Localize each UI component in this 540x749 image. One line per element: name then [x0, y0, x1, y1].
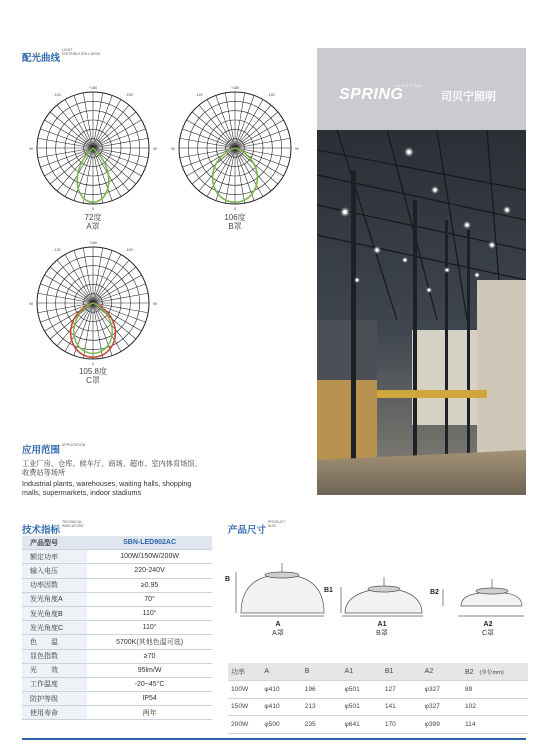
spec-key: 色 温 — [22, 635, 87, 649]
size-cell: 235 — [302, 716, 342, 734]
spec-value: -20~45°C — [87, 677, 212, 691]
size-heading — [228, 520, 266, 538]
dim-label-a2: A2 — [483, 621, 493, 628]
spec-row — [22, 592, 212, 606]
size-cell: φ327 — [422, 681, 462, 699]
size-header-label: B2 — [464, 668, 474, 676]
subtitle-line: LIGHT — [62, 48, 73, 52]
spec-value: 95lm/W — [87, 663, 212, 677]
polar-tick-label: -120 — [195, 93, 203, 97]
spec-row — [22, 663, 212, 677]
size-cell: 213 — [302, 698, 342, 716]
warehouse-photo — [317, 130, 526, 495]
spec-row — [22, 635, 212, 649]
size-cell: 150W — [228, 698, 261, 716]
size-cell: φ399 — [422, 716, 462, 734]
size-header-row — [228, 663, 528, 681]
spec-value: 70° — [87, 592, 212, 606]
polar-tick-label: 90 — [29, 147, 33, 151]
size-cell: 89 — [462, 681, 528, 699]
light-distribution-subtitle — [62, 49, 100, 57]
size-cell: 170 — [382, 716, 422, 734]
polar-cover-label: C罩 — [86, 376, 100, 385]
polar-caption-b — [200, 213, 270, 231]
size-row — [228, 681, 528, 699]
spec-key: 发光角度B — [22, 606, 87, 620]
cover-label: A罩 — [272, 629, 284, 637]
size-title: 产品尺寸 — [228, 525, 267, 536]
polar-chart-c — [28, 233, 158, 368]
size-cell: 200W — [228, 716, 261, 734]
spec-row — [22, 706, 212, 720]
size-cell: 127 — [382, 681, 422, 699]
subtitle-line: PRODUCT — [268, 520, 286, 524]
size-cell: 196 — [302, 681, 342, 699]
polar-tick-label: +180 — [88, 86, 98, 90]
brand-name-cn: 司贝宁照明 — [441, 91, 496, 103]
spec-value: 110° — [87, 606, 212, 620]
product-size-diagrams — [224, 560, 532, 620]
spec-key: 使用寿命 — [22, 706, 87, 720]
subtitle-line: INDICATORS — [62, 523, 84, 528]
subtitle-line: DISTRIBUTION CURVE — [62, 51, 101, 56]
tech-title: 技术指标 — [22, 525, 61, 536]
size-header-cell — [462, 663, 528, 681]
spec-row — [22, 536, 212, 550]
dim-label-a: A — [275, 621, 281, 628]
spec-row — [22, 550, 212, 564]
cover-label: B罩 — [376, 629, 388, 637]
size-cell: 114 — [462, 716, 528, 734]
spec-key: 发光角度A — [22, 592, 87, 606]
polar-caption-c — [58, 367, 128, 385]
polar-tick-label: -120 — [53, 93, 61, 97]
spec-value: ≥0.95 — [87, 578, 212, 592]
spec-key: 功率因数 — [22, 578, 87, 592]
polar-cover-label: B罩 — [228, 222, 242, 231]
size-header-cell — [382, 663, 422, 681]
application-subtitle: APPLICATION — [62, 443, 86, 447]
size-header-label: B — [304, 668, 310, 675]
size-header-cell — [302, 663, 342, 681]
polar-tick-label: 0 — [92, 362, 94, 366]
polar-angle-label: 72度 — [84, 213, 102, 222]
application-heading — [22, 440, 60, 458]
size-caption-a — [258, 621, 298, 638]
polar-tick-label: -120 — [53, 248, 61, 252]
tech-subtitle — [62, 521, 84, 529]
spec-key: 额定功率 — [22, 550, 87, 564]
polar-angle-label: 106度 — [224, 213, 246, 222]
brand-banner — [317, 48, 526, 130]
spec-value: 5700K(其他色温可选) — [87, 635, 212, 649]
light-distribution-title: 配光曲线 — [22, 53, 61, 64]
dim-label-b2: B2 — [430, 589, 439, 596]
spec-key: 防护等级 — [22, 692, 87, 706]
size-header-cell — [422, 663, 462, 681]
polar-tick-label: +180 — [230, 86, 240, 90]
size-unit-label: (单位mm) — [479, 669, 504, 676]
spec-value: 110° — [87, 621, 212, 635]
spec-key: 发光角度C — [22, 621, 87, 635]
size-header-cell — [228, 663, 261, 681]
size-caption-a1 — [362, 621, 402, 638]
size-caption-a2 — [468, 621, 508, 638]
subtitle-line: SIZE — [268, 523, 276, 528]
size-cell: φ641 — [342, 716, 382, 734]
polar-tick-label: 0 — [234, 207, 236, 211]
tech-spec-table — [22, 536, 212, 720]
polar-cover-label: A罩 — [86, 222, 100, 231]
spec-row — [22, 606, 212, 620]
polar-tick-label: +180 — [88, 241, 98, 245]
size-row — [228, 716, 528, 734]
polar-tick-label: 0 — [92, 207, 94, 211]
size-header-label: B1 — [384, 668, 394, 675]
size-header-cell — [342, 663, 382, 681]
size-header-label: 功率 — [231, 668, 245, 676]
polar-chart-b — [170, 78, 300, 213]
size-cell: φ501 — [342, 681, 382, 699]
spec-key: 产品型号 — [22, 536, 87, 550]
spec-value: IP54 — [87, 692, 212, 706]
polar-tick-label: 90 — [295, 147, 299, 151]
polar-tick-label: 90 — [29, 302, 33, 306]
subtitle-line: TECHNICAL — [62, 520, 83, 524]
spec-row — [22, 578, 212, 592]
spec-value: 两年 — [87, 706, 212, 720]
application-text-en: Industrial plants, warehouses, waiting halls, shopping malls, supermarkets, indoor stadiums — [22, 479, 192, 498]
size-cell: φ500 — [261, 716, 301, 734]
size-header-cell — [261, 663, 301, 681]
spec-row — [22, 692, 212, 706]
spec-value: 220-240V — [87, 564, 212, 578]
spec-value: ≥70 — [87, 649, 212, 663]
spec-value: 100W/150W/200W — [87, 550, 212, 564]
size-cell: 102 — [462, 698, 528, 716]
spec-row — [22, 621, 212, 635]
brand-tagline: LIGHTING — [396, 83, 423, 88]
polar-tick-label: 90 — [153, 302, 157, 306]
light-distribution-heading — [22, 48, 60, 66]
dim-label-b1: B1 — [324, 587, 333, 594]
brand-name-en: SPRING — [339, 86, 404, 103]
polar-chart-a — [28, 78, 158, 213]
spec-row — [22, 649, 212, 663]
tech-spec-body — [22, 536, 212, 720]
dim-label-a1: A1 — [377, 621, 387, 628]
spec-row — [22, 677, 212, 691]
spec-key: 显色指数 — [22, 649, 87, 663]
size-cell: 141 — [382, 698, 422, 716]
size-table — [228, 663, 528, 734]
size-table-body — [228, 663, 528, 733]
size-cell: φ410 — [261, 698, 301, 716]
spec-value: SBN-LED902AC — [87, 536, 212, 550]
size-subtitle — [268, 521, 285, 529]
size-row — [228, 698, 528, 716]
size-cell: φ501 — [342, 698, 382, 716]
size-header-label: A — [264, 668, 270, 675]
dim-label-b: B — [225, 576, 231, 583]
polar-angle-label: 105.8度 — [78, 367, 108, 376]
size-header-label: A2 — [424, 668, 434, 675]
polar-tick-label: -150 — [267, 93, 275, 97]
size-cell: 100W — [228, 681, 261, 699]
spec-key: 工作温度 — [22, 677, 87, 691]
size-cell: φ410 — [261, 681, 301, 699]
polar-tick-label: 90 — [153, 147, 157, 151]
spec-key: 光 效 — [22, 663, 87, 677]
cover-label: C罩 — [481, 629, 495, 637]
polar-tick-label: -150 — [125, 248, 133, 252]
spec-row — [22, 564, 212, 578]
application-text-cn: 工业厂房、仓库、候车厅、商场、超市、室内体育场馆、收费站等场所 — [22, 459, 202, 478]
polar-tick-label: 90 — [171, 147, 175, 151]
polar-caption-a — [58, 213, 128, 231]
application-title: 应用范围 — [22, 445, 61, 456]
polar-tick-label: -150 — [125, 93, 133, 97]
spec-key: 输入电压 — [22, 564, 87, 578]
size-header-label: A1 — [344, 668, 354, 675]
size-cell: φ327 — [422, 698, 462, 716]
bottom-rule — [22, 738, 526, 740]
